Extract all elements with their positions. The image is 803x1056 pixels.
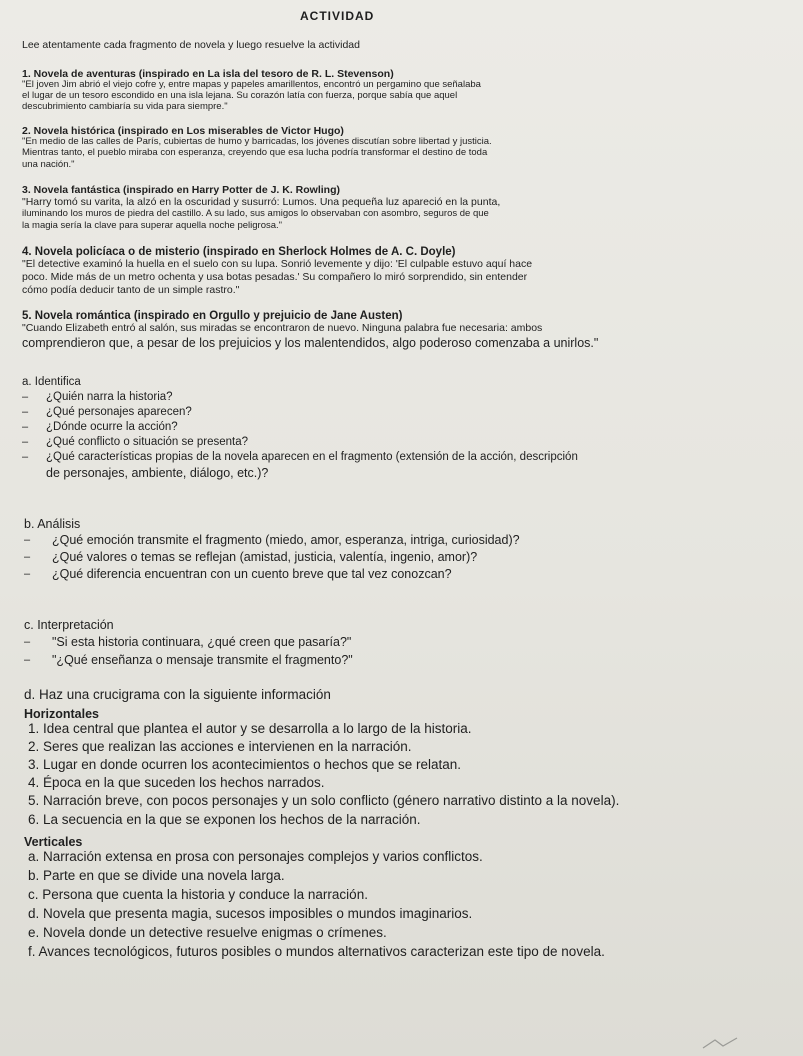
- bullet-dash: –: [22, 406, 29, 418]
- bullet-dash: –: [22, 436, 29, 448]
- fragment-line: "Harry tomó su varita, la alzó en la oscuridad y susurró: Lumos. Una pequeña luz apareció en la punta,: [22, 196, 501, 208]
- crossword-clue: e. Novela donde un detective resuelve enigmas o crímenes.: [28, 925, 387, 940]
- fragment-line: descubrimiento cambiaría su vida para siempre.": [22, 101, 228, 112]
- question-item: ¿Quién narra la historia?: [46, 391, 173, 403]
- section-b-heading: b. Análisis: [24, 517, 81, 531]
- horizontales-label: Horizontales: [24, 707, 100, 721]
- crossword-clue: c. Persona que cuenta la historia y conduce la narración.: [28, 887, 368, 902]
- bullet-dash: –: [24, 568, 31, 580]
- fragment-line: poco. Mide más de un metro ochenta y usa botas pesadas.' Su compañero lo miró sorprendido, sin entender: [22, 271, 528, 283]
- fragment-line: Mientras tanto, el pueblo miraba con esperanza, creyendo que esa lucha podría transformar el destino de toda: [22, 147, 488, 158]
- crossword-clue: 6. La secuencia en la que se exponen los hechos de la narración.: [28, 812, 421, 827]
- bullet-dash: –: [24, 636, 31, 648]
- crossword-clue: d. Novela que presenta magia, sucesos imposibles o mundos imaginarios.: [28, 906, 473, 921]
- fragment-line: el lugar de un tesoro escondido en una isla lejana. Su corazón latía con fuerza, porque sabía que aquel: [22, 90, 458, 101]
- question-item: ¿Qué diferencia encuentran con un cuento breve que tal vez conozcan?: [52, 567, 452, 581]
- crossword-clue: b. Parte en que se divide una novela larga.: [28, 868, 285, 883]
- fragment-heading: 5. Novela romántica (inspirado en Orgullo y prejuicio de Jane Austen): [22, 310, 403, 322]
- fragment-line: "El joven Jim abrió el viejo cofre y, entre mapas y papeles amarillentos, encontró un pergamino que señalaba: [22, 79, 481, 90]
- fragment-heading: 3. Novela fantástica (inspirado en Harry Potter de J. K. Rowling): [22, 184, 340, 196]
- fragment-line: "El detective examinó la huella en el suelo con su lupa. Sonrió levemente y dijo: 'El culpable estuvo aquí hace: [22, 258, 533, 270]
- fragment-line: la magia sería la clave para superar aquella noche peligrosa.": [22, 220, 283, 231]
- fragment-line: comprendieron que, a pesar de los prejuicios y los malentendidos, algo poderoso comenzaba a unirlos.": [22, 336, 599, 350]
- bullet-dash: –: [22, 421, 29, 433]
- question-item: ¿Dónde ocurre la acción?: [46, 421, 178, 433]
- question-item: ¿Qué emoción transmite el fragmento (miedo, amor, esperanza, intriga, curiosidad)?: [52, 533, 520, 547]
- crossword-clue: a. Narración extensa en prosa con personajes complejos y varios conflictos.: [28, 849, 483, 864]
- fragment-heading: 2. Novela histórica (inspirado en Los miserables de Victor Hugo): [22, 125, 344, 137]
- fragment-line: iluminando los muros de piedra del castillo. A su lado, sus amigos lo observaban con asombro, seguros de que: [22, 208, 489, 219]
- crossword-clue: 2. Seres que realizan las acciones e intervienen en la narración.: [28, 739, 412, 754]
- crossword-clue: 4. Época en la que suceden los hechos narrados.: [28, 775, 325, 790]
- fragment-heading: 1. Novela de aventuras (inspirado en La isla del tesoro de R. L. Stevenson): [22, 68, 394, 80]
- fragment-line: "Cuando Elizabeth entró al salón, sus miradas se encontraron de nuevo. Ninguna palabra fue necesaria: ambos: [22, 322, 543, 334]
- verticales-label: Verticales: [24, 835, 83, 849]
- page-corner-mark: [693, 1036, 763, 1050]
- question-item-continuation: de personajes, ambiente, diálogo, etc.)?: [46, 466, 269, 480]
- bullet-dash: –: [24, 654, 31, 666]
- page-title: ACTIVIDAD: [300, 9, 375, 23]
- section-c-heading: c. Interpretación: [24, 618, 114, 632]
- fragment-line: una nación.": [22, 159, 75, 170]
- fragment-line: cómo podía deducir tanto de un simple rastro.": [22, 284, 240, 296]
- fragment-line: "En medio de las calles de París, cubiertas de humo y barricadas, los jóvenes discutían sobre libertad y justicia.: [22, 136, 492, 147]
- section-d-heading: d. Haz una crucigrama con la siguiente información: [24, 687, 331, 702]
- question-item: "¿Qué enseñanza o mensaje transmite el fragmento?": [52, 653, 353, 667]
- crossword-clue: 3. Lugar en donde ocurren los acontecimientos o hechos que se relatan.: [28, 757, 462, 772]
- crossword-clue: 1. Idea central que plantea el autor y se desarrolla a lo largo de la historia.: [28, 721, 472, 736]
- section-a-heading: a. Identifica: [22, 376, 81, 388]
- crossword-clue: f. Avances tecnológicos, futuros posibles o mundos alternativos caracterizan este tipo de novela.: [28, 944, 605, 959]
- question-item: ¿Qué personajes aparecen?: [46, 406, 192, 418]
- fragment-heading: 4. Novela policíaca o de misterio (inspirado en Sherlock Holmes de A. C. Doyle): [22, 246, 456, 258]
- bullet-dash: –: [24, 534, 31, 546]
- question-item: ¿Qué conflicto o situación se presenta?: [46, 436, 249, 448]
- question-item: ¿Qué características propias de la novela aparecen en el fragmento (extensión de la acción, descripción: [46, 451, 578, 463]
- question-item: ¿Qué valores o temas se reflejan (amistad, justicia, valentía, ingenio, amor)?: [52, 550, 478, 564]
- intro-text: Lee atentamente cada fragmento de novela y luego resuelve la actividad: [22, 39, 360, 51]
- crossword-clue: 5. Narración breve, con pocos personajes y un solo conflicto (género narrativo distinto a la novela).: [28, 793, 620, 808]
- question-item: "Si esta historia continuara, ¿qué creen que pasaría?": [52, 635, 352, 649]
- bullet-dash: –: [24, 551, 31, 563]
- bullet-dash: –: [22, 391, 29, 403]
- bullet-dash: –: [22, 451, 29, 463]
